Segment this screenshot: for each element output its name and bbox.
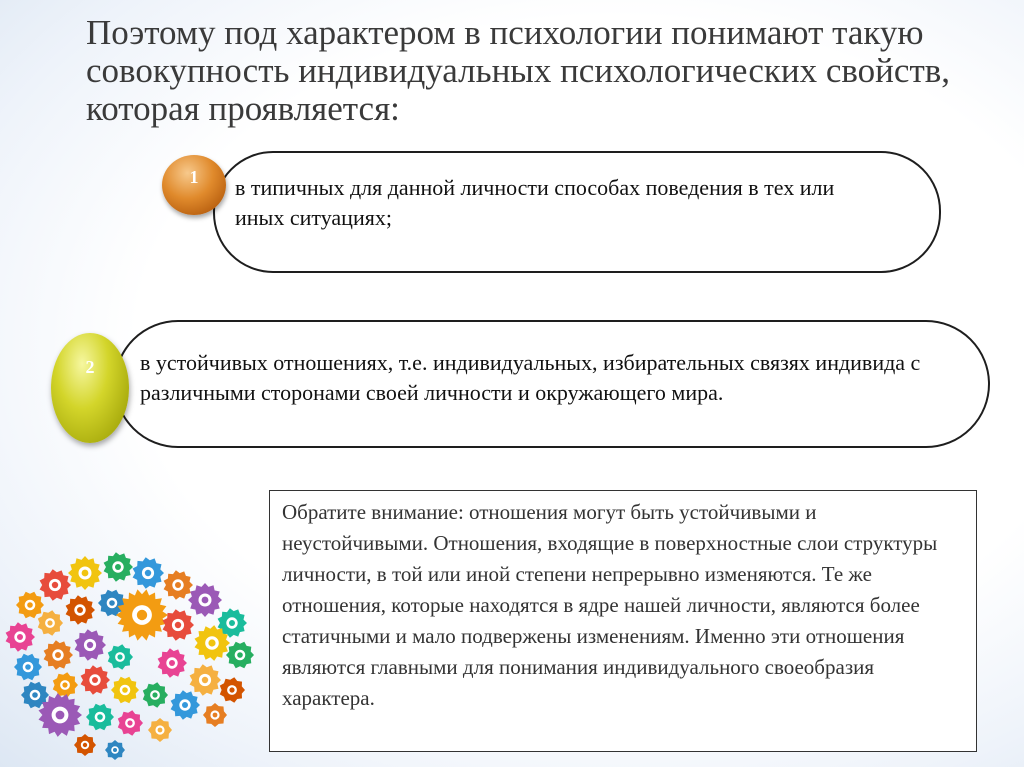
item-1-text: в типичных для данной личности способах поведения в тех или иных ситуациях; — [235, 175, 835, 230]
item-2-number: 2 — [85, 357, 95, 377]
item-2-box — [114, 320, 990, 448]
gear-icon — [6, 622, 35, 652]
gear-icon — [220, 677, 245, 703]
gear-icon — [111, 677, 139, 704]
note-text: Обратите внимание: отношения могут быть устойчивыми и неустойчивыми. Отношения, входящие в поверхностные слои структуры личности, в той или иной степени непрерывно изменяются. Те же отношения, которые находятся в ядре нашей личности, являются более статичными и мало подвержены изменениям. Именно эти отношения являются главными для понимания индивидуального своеобразия характера. — [282, 500, 938, 710]
gear-icon — [86, 704, 114, 731]
gear-icon — [133, 557, 164, 589]
gear-icon — [164, 570, 193, 600]
gear-icon — [148, 718, 172, 742]
item-1-number: 1 — [189, 167, 199, 187]
gear-icon — [40, 569, 71, 601]
gear-icon — [143, 682, 168, 708]
item-1-box — [213, 151, 941, 273]
gear-icon — [190, 664, 221, 696]
gear-icon — [163, 609, 194, 641]
gear-icon — [104, 552, 133, 582]
gear-icon — [171, 690, 200, 720]
gear-icon — [16, 592, 44, 619]
gear-icon — [68, 556, 102, 590]
gear-icon — [66, 595, 95, 625]
gear-icon — [74, 734, 96, 756]
item-2-text: в устойчивых отношениях, т.е. индивидуальных, избирательных связях индивида с различными сторонами своей личности и окружающего мира. — [140, 350, 921, 405]
gear-icon — [81, 665, 110, 695]
gear-icon — [158, 648, 187, 678]
gear-icon — [44, 640, 73, 670]
slide-title: Поэтому под характером в психологии понимают такую совокупность индивидуальных психологических свойств, которая проявляется: — [86, 13, 951, 128]
gear-icon — [14, 654, 42, 681]
gear-icon — [53, 672, 78, 698]
gear-icon — [105, 740, 125, 760]
gear-icon — [108, 644, 133, 670]
gear-icon — [226, 642, 254, 669]
item-1-number-badge — [162, 155, 226, 215]
gear-icon — [38, 610, 63, 636]
gear-icon — [75, 629, 106, 661]
gear-icon — [203, 703, 227, 727]
gear-icon — [188, 583, 222, 617]
gear-icon — [118, 710, 143, 736]
note-box — [269, 490, 977, 752]
gear-icon — [116, 589, 168, 640]
item-2-number-badge — [51, 333, 129, 443]
gears-brain-icon — [0, 545, 270, 760]
